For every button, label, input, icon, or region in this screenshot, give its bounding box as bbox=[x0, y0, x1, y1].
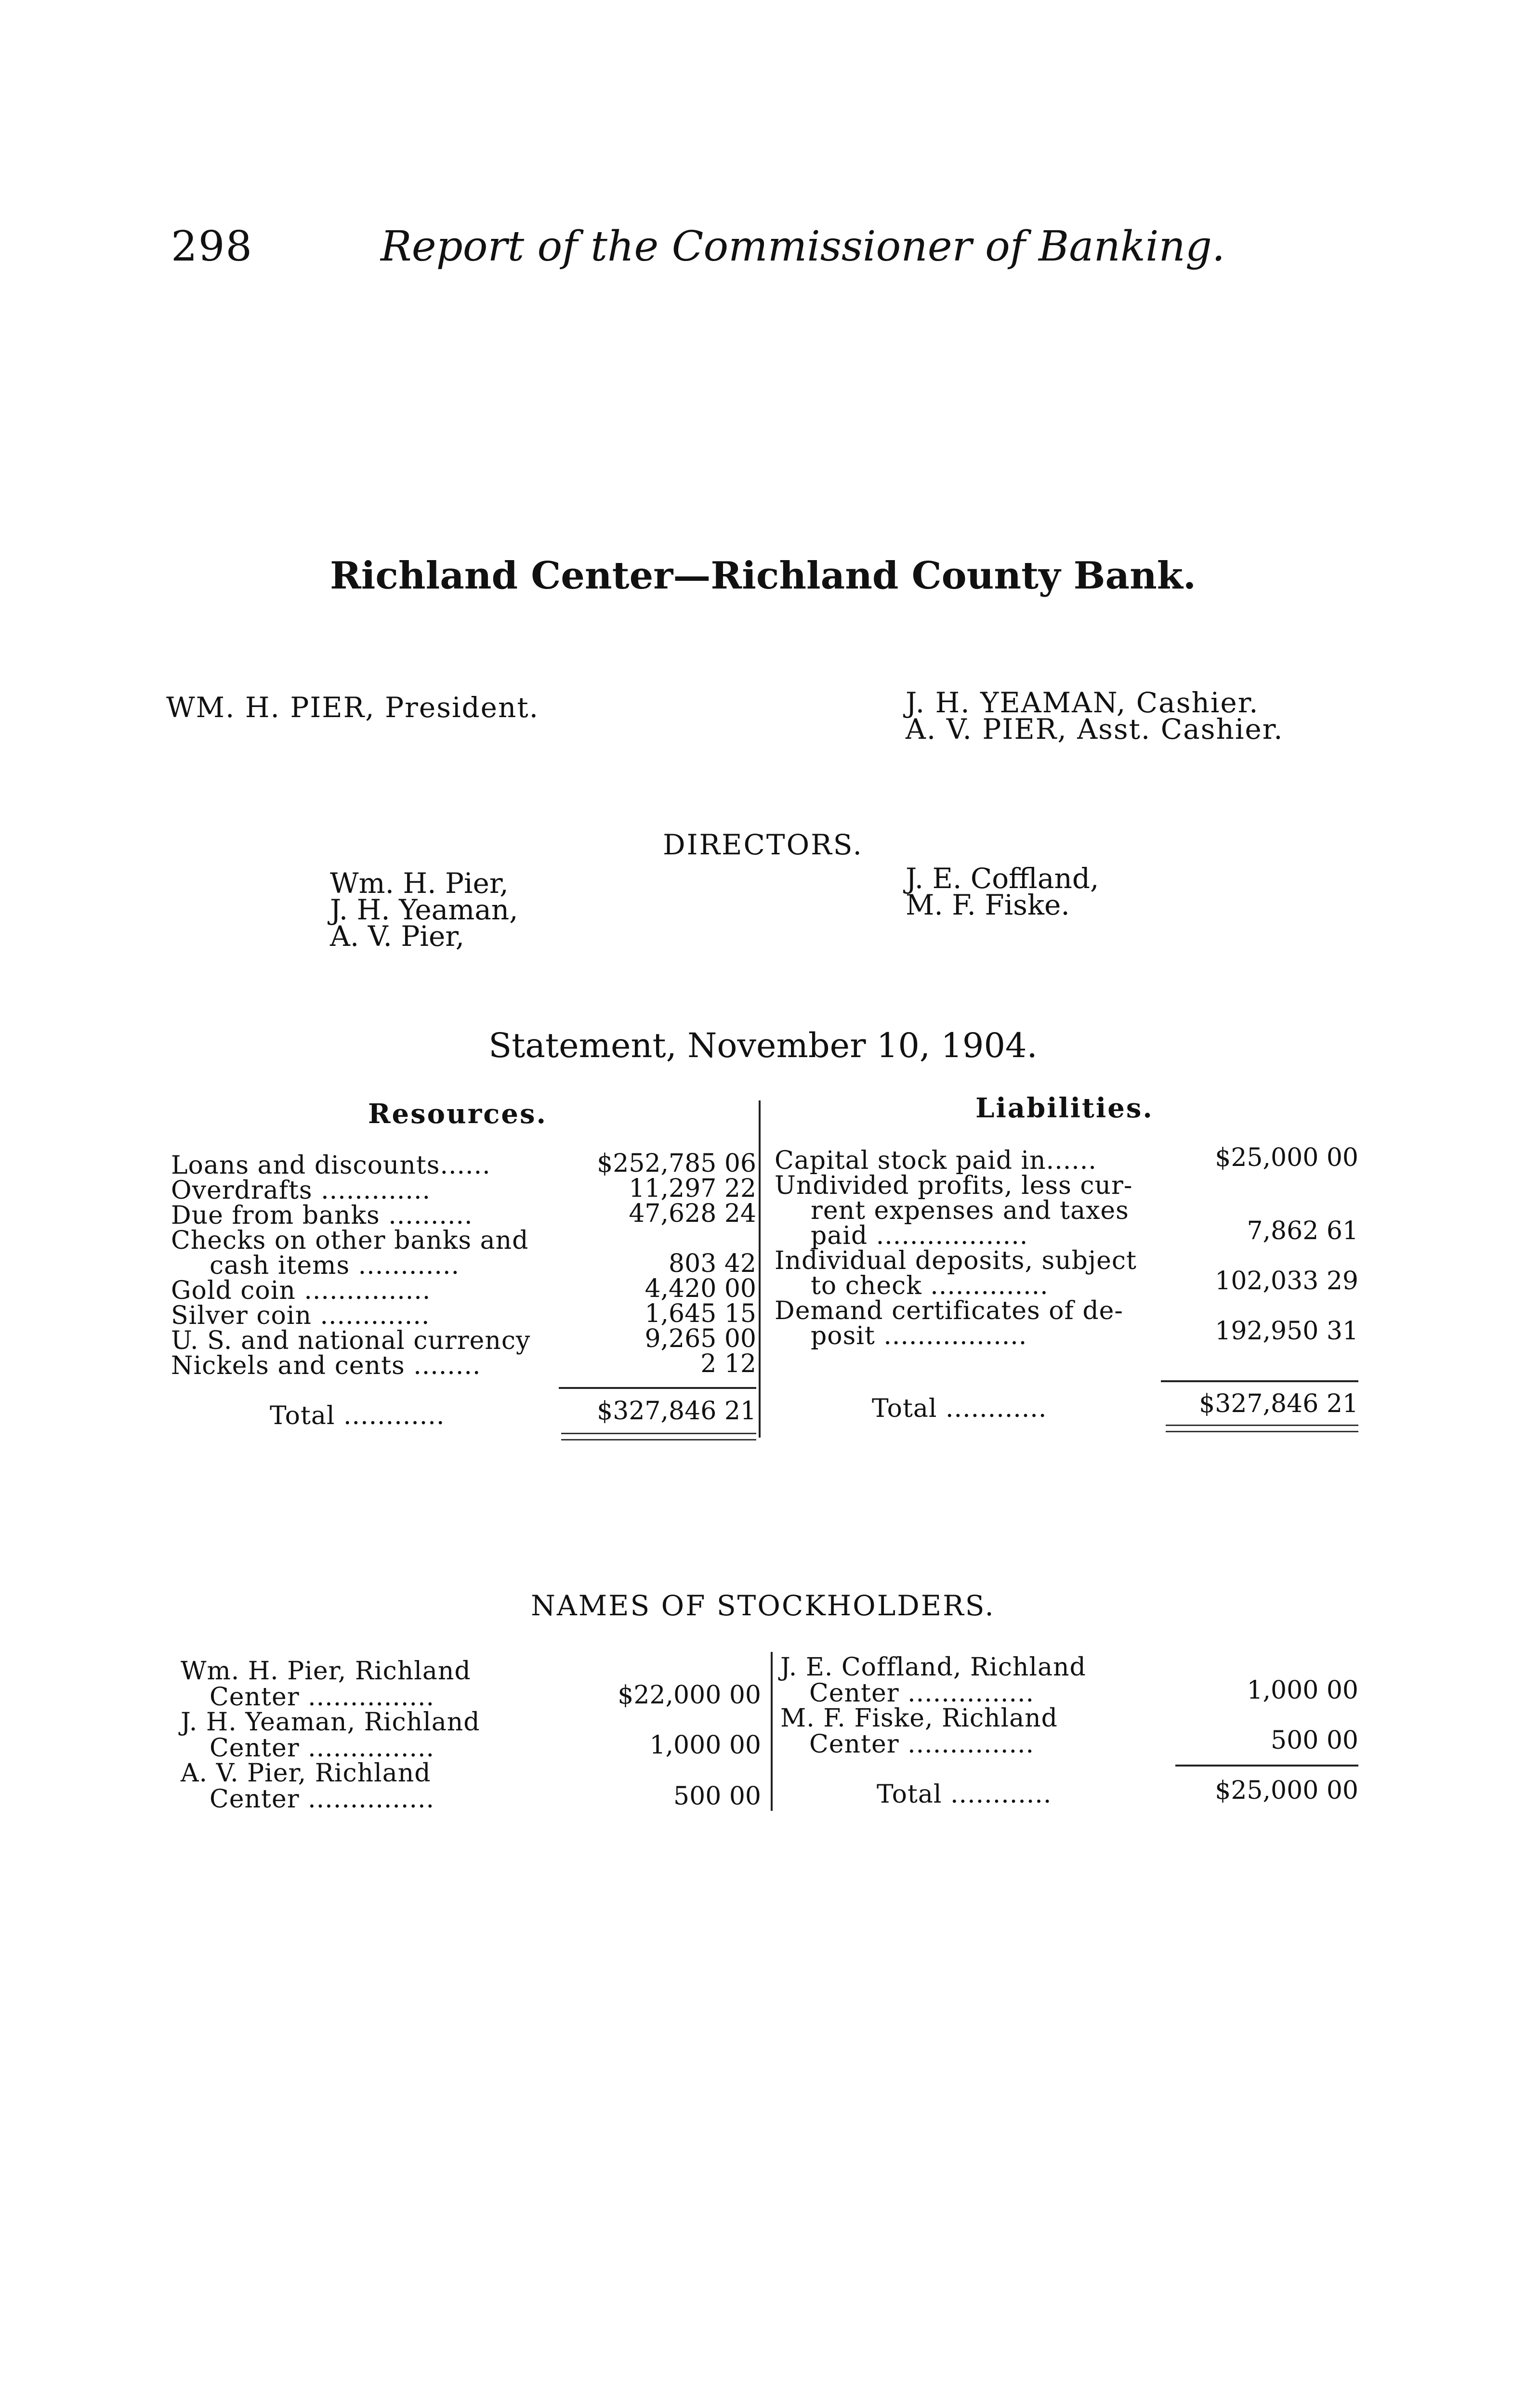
directors-heading: DIRECTORS. bbox=[663, 828, 863, 861]
stockholders-total-label: Total ............ bbox=[877, 1780, 1052, 1809]
stockholder-amount: 1,000 00 bbox=[649, 1731, 761, 1760]
liabilities-total-amount: $327,846 21 bbox=[1199, 1389, 1358, 1418]
stockholder-name-cont: Center ............... bbox=[809, 1730, 1035, 1759]
stockholder-amount: 1,000 00 bbox=[1247, 1676, 1358, 1705]
liability-row-amount: $25,000 00 bbox=[1215, 1143, 1358, 1172]
stockholder-name-cont: Center ............... bbox=[210, 1683, 435, 1712]
bank-title: Richland Center—Richland County Bank. bbox=[329, 554, 1197, 598]
resources-heading: Resources. bbox=[368, 1098, 547, 1130]
liability-row-label: paid .................. bbox=[811, 1221, 1028, 1250]
stockholder-name: M. F. Fiske, Richland bbox=[780, 1704, 1058, 1733]
running-header-title: Report of the Commissioner of Banking. bbox=[381, 222, 1225, 271]
resource-row-amount: $252,785 06 bbox=[597, 1149, 756, 1178]
liability-row-amount: 7,862 61 bbox=[1247, 1217, 1358, 1245]
resource-row-amount: 9,265 00 bbox=[645, 1324, 756, 1353]
resource-row-label: Loans and discounts...... bbox=[171, 1151, 491, 1180]
stockholders-heading: NAMES OF STOCKHOLDERS. bbox=[531, 1589, 995, 1622]
resources-total-label: Total ............ bbox=[270, 1401, 445, 1430]
director: J. H. Yeaman, bbox=[330, 893, 518, 926]
stockholder-amount: 500 00 bbox=[1271, 1726, 1358, 1755]
stockholder-name-cont: Center ............... bbox=[210, 1785, 435, 1814]
resource-row-label: Overdrafts ............. bbox=[171, 1176, 431, 1205]
resource-row-label: Due from banks .......... bbox=[171, 1201, 473, 1230]
resource-row-label: U. S. and national currency bbox=[171, 1326, 531, 1355]
liability-row-label: Demand certificates of de- bbox=[775, 1296, 1123, 1325]
director: J. E. Coffland, bbox=[906, 862, 1099, 895]
liability-row-label: to check .............. bbox=[811, 1271, 1049, 1300]
resource-row-amount: 4,420 00 bbox=[645, 1274, 756, 1303]
stockholders-total-rule bbox=[1175, 1765, 1358, 1767]
resources-double-rule bbox=[561, 1433, 756, 1440]
resources-total-rule bbox=[559, 1387, 756, 1389]
liability-row-amount: 102,033 29 bbox=[1215, 1267, 1358, 1296]
stockholder-name-cont: Center ............... bbox=[210, 1734, 435, 1763]
resource-row-label: Checks on other banks and bbox=[171, 1226, 529, 1255]
resource-row-amount: 1,645 15 bbox=[645, 1299, 756, 1328]
stockholder-amount: $22,000 00 bbox=[618, 1681, 761, 1710]
stockholder-name: J. E. Coffland, Richland bbox=[780, 1653, 1086, 1682]
director: M. F. Fiske. bbox=[906, 889, 1070, 921]
resource-row-amount: 47,628 24 bbox=[629, 1199, 756, 1228]
resource-row-label: Nickels and cents ........ bbox=[171, 1351, 481, 1380]
liabilities-total-rule bbox=[1161, 1380, 1358, 1382]
statement-title: Statement, November 10, 1904. bbox=[488, 1026, 1038, 1065]
stockholder-name: Wm. H. Pier, Richland bbox=[181, 1657, 471, 1686]
stockholders-total-amount: $25,000 00 bbox=[1215, 1776, 1358, 1805]
column-divider bbox=[759, 1100, 761, 1438]
stockholders-divider bbox=[771, 1652, 773, 1811]
resources-total-amount: $327,846 21 bbox=[597, 1397, 756, 1426]
liability-row-label: rent expenses and taxes bbox=[811, 1196, 1129, 1225]
president: WM. H. PIER, President. bbox=[166, 691, 539, 724]
stockholder-amount: 500 00 bbox=[673, 1782, 761, 1811]
liabilities-heading: Liabilities. bbox=[975, 1092, 1154, 1124]
liabilities-double-rule bbox=[1166, 1425, 1358, 1432]
liabilities-total-label: Total ............ bbox=[872, 1394, 1047, 1423]
stockholder-name-cont: Center ............... bbox=[809, 1679, 1035, 1708]
cashier: J. H. YEAMAN, Cashier. bbox=[906, 686, 1259, 719]
page-number: 298 bbox=[171, 222, 253, 271]
resource-row-amount: 2 12 bbox=[700, 1349, 756, 1378]
liability-row-label: posit ................. bbox=[811, 1322, 1027, 1350]
resource-row-label: Silver coin ............. bbox=[171, 1301, 430, 1330]
liability-row-label: Capital stock paid in...... bbox=[775, 1146, 1097, 1175]
stockholder-name: A. V. Pier, Richland bbox=[181, 1759, 431, 1788]
stockholder-name: J. H. Yeaman, Richland bbox=[181, 1708, 480, 1737]
resource-row-amount: 803 42 bbox=[669, 1249, 756, 1278]
resource-row-label: Gold coin ............... bbox=[171, 1276, 431, 1305]
asst-cashier: A. V. PIER, Asst. Cashier. bbox=[906, 713, 1284, 746]
director: A. V. Pier, bbox=[330, 920, 465, 953]
liability-row-label: Individual deposits, subject bbox=[775, 1246, 1137, 1275]
liability-row-amount: 192,950 31 bbox=[1215, 1317, 1358, 1346]
director: Wm. H. Pier, bbox=[330, 867, 509, 900]
liability-row-label: Undivided profits, less cur- bbox=[775, 1171, 1133, 1200]
resource-row-amount: 11,297 22 bbox=[629, 1174, 756, 1203]
resource-row-label: cash items ............ bbox=[210, 1251, 460, 1280]
